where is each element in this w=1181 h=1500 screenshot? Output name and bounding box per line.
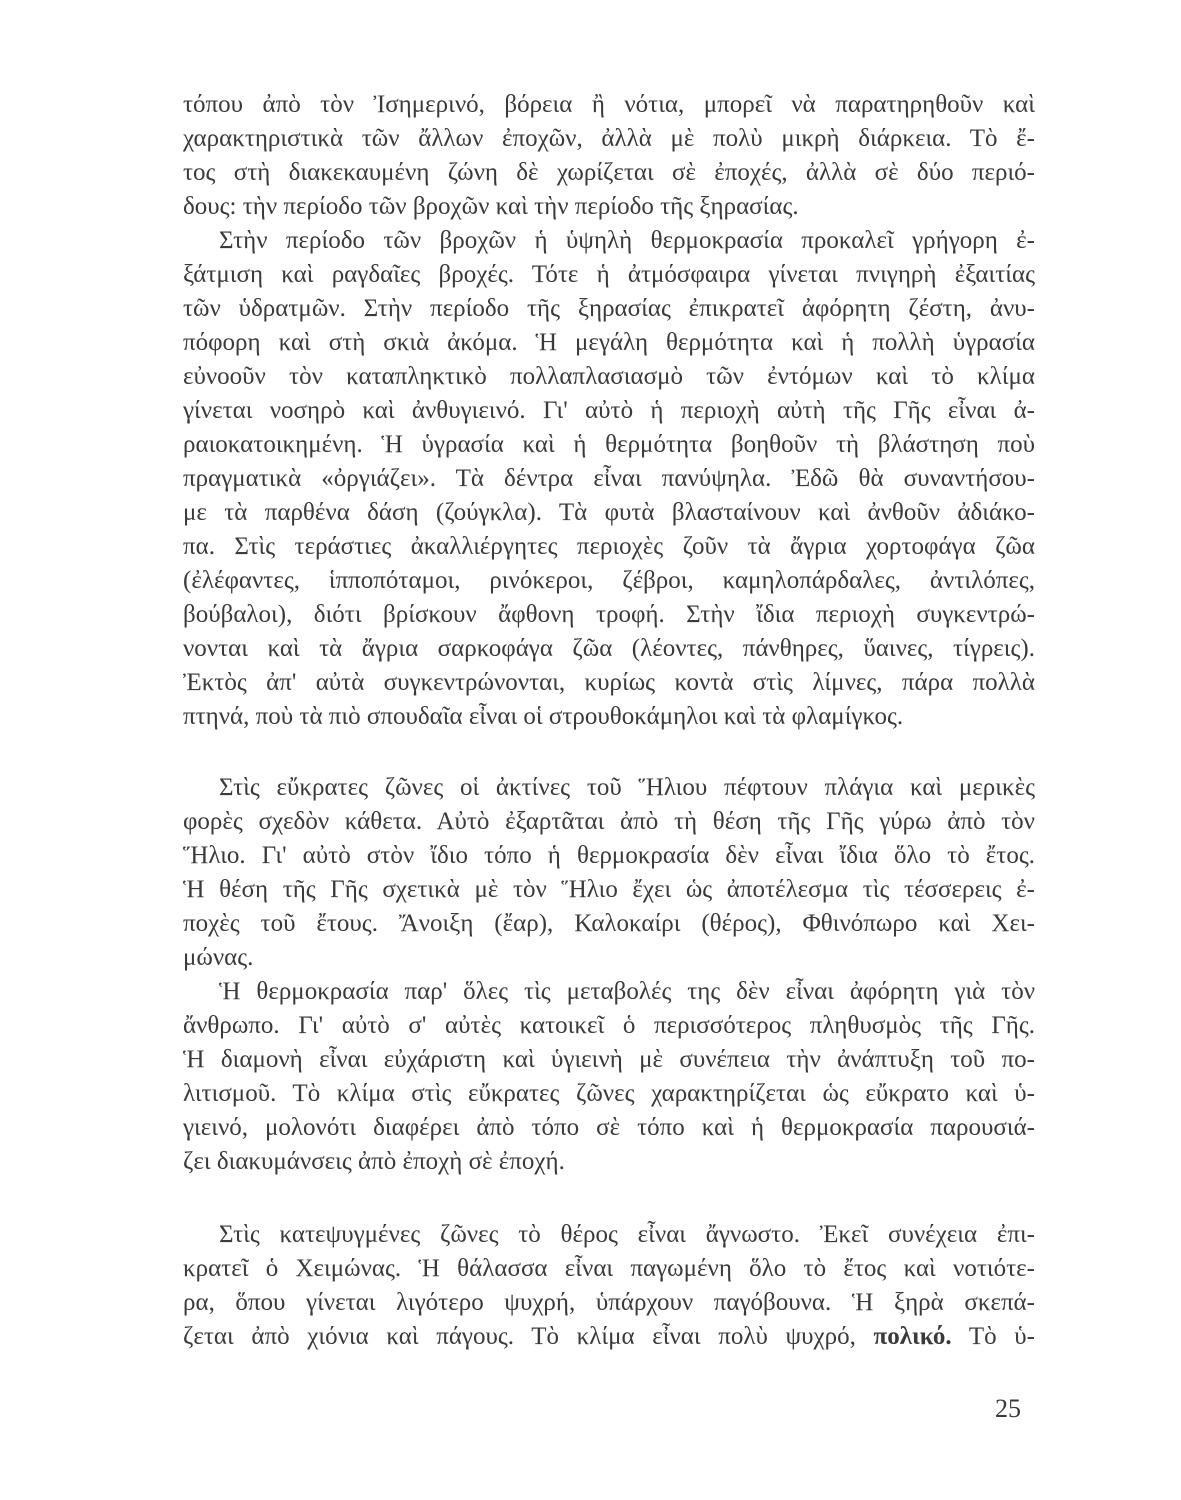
text-line: ζει διακυμάνσεις ἀπὸ ἐποχὴ σὲ ἐποχή.: [183, 1148, 565, 1175]
text-line: Ἥλιο. Γι' αὐτὸ στὸν ἴδιο τόπο ἡ θερμοκρασία δὲν εἶναι ἴδια ὅλο τὸ ἔτος.: [183, 842, 1035, 869]
text-line: Στὴν περίοδο τῶν βροχῶν ἡ ὑψηλὴ θερμοκρασία προκαλεῖ γρήγορη ἐ-: [219, 227, 1035, 254]
text-line: τῶν ὑδρατμῶν. Στὴν περίοδο τῆς ξηρασίας ἐπικρατεῖ ἀφόρητη ζέστη, ἀνυ-: [183, 295, 1035, 322]
text-line: χαρακτηριστικὰ τῶν ἄλλων ἐποχῶν, ἀλλὰ μὲ πολὺ μικρὴ διάρκεια. Τὸ ἔ-: [183, 125, 1035, 152]
text-line: κρατεῖ ὁ Χειμώνας. Ἡ θάλασσα εἶναι παγωμένη ὅλο τὸ ἔτος καὶ νοτιότε-: [183, 1255, 1035, 1282]
text-line: λιτισμοῦ. Τὸ κλίμα στὶς εὔκρατες ζῶνες χαρακτηρίζεται ὡς εὔκρατο καὶ ὑ-: [183, 1080, 1035, 1107]
text-line: Ἡ διαμονὴ εἶναι εὐχάριστη καὶ ὑγιεινὴ μὲ συνέπεια τὴν ἀνάπτυξη τοῦ πο-: [183, 1046, 1035, 1073]
text-line: Ἡ θερμοκρασία παρ' ὅλες τὶς μεταβολές της δὲν εἶναι ἀφόρητη γιὰ τὸν: [219, 978, 1035, 1005]
text-line: πραγματικὰ «ὀργιάζει». Τὰ δέντρα εἶναι πανύψηλα. Ἐδῶ θὰ συναντήσου-: [183, 465, 1035, 492]
bold-term: πολικό.: [873, 1323, 952, 1350]
text-line: (ἐλέφαντες, ἱπποπόταμοι, ρινόκεροι, ζέβροι, καμηλοπάρδαλες, ἀντιλόπες,: [183, 567, 1035, 594]
text-segment: ζεται ἀπὸ χιόνια καὶ πάγους. Τὸ κλίμα εἶναι πολὺ ψυχρό,: [183, 1323, 856, 1350]
text-line: τόπου ἀπὸ τὸν Ἰσημερινό, βόρεια ἢ νότια, μπορεῖ νὰ παρατηρηθοῦν καὶ: [183, 91, 1035, 118]
text-line: ρα, ὅπου γίνεται λιγότερο ψυχρή, ὑπάρχουν παγόβουνα. Ἡ ξηρὰ σκεπά-: [183, 1289, 1035, 1316]
text-line-mixed: [183, 1320, 1035, 1354]
paragraph-frigid-zones: [183, 1218, 1035, 1354]
text-line: γίνεται νοσηρὸ καὶ ἀνθυγιεινό. Γι' αὐτὸ ἡ περιοχὴ αὐτὴ τῆς Γῆς εἶναι ἀ-: [183, 397, 1035, 424]
text-line: νονται καὶ τὰ ἄγρια σαρκοφάγα ζῶα (λέοντες, πάνθηρες, ὕαινες, τίγρεις).: [183, 635, 1035, 662]
text-line: Στὶς κατεψυγμένες ζῶνες τὸ θέρος εἶναι ἄγνωστο. Ἐκεῖ συνέχεια ἐπι-: [219, 1221, 1035, 1248]
text-line: δους: τὴν περίοδο τῶν βροχῶν καὶ τὴν περίοδο τῆς ξηρασίας.: [183, 193, 799, 220]
text-line: μώνας.: [183, 944, 254, 971]
text-line: Στὶς εὔκρατες ζῶνες οἱ ἀκτίνες τοῦ Ἥλιου πέφτουν πλάγια καὶ μερικὲς: [219, 774, 1035, 801]
text-line: φορὲς σχεδὸν κάθετα. Αὐτὸ ἐξαρτᾶται ἀπὸ τὴ θέση τῆς Γῆς γύρω ἀπὸ τὸν: [183, 808, 1035, 835]
text-line: ποχὲς τοῦ ἔτους. Ἄνοιξη (ἔαρ), Καλοκαίρι (θέρος), Φθινόπωρο καὶ Χει-: [183, 910, 1035, 937]
page-number: 25: [995, 1394, 1021, 1423]
text-segment: Τὸ ὑ-: [968, 1323, 1035, 1350]
text-line: με τὰ παρθένα δάση (ζούγκλα). Τὰ φυτὰ βλασταίνουν καὶ ἀνθοῦν ἀδιάκο-: [183, 499, 1035, 526]
text-line: Ἐκτὸς ἀπ' αὐτὰ συγκεντρώνονται, κυρίως κοντὰ στὶς λίμνες, πάρα πολλὰ: [183, 669, 1035, 696]
text-line: ξάτμιση καὶ ραγδαῖες βροχές. Τότε ἡ ἀτμόσφαιρα γίνεται πνιγηρὴ ἐξαιτίας: [183, 261, 1035, 288]
text-line: εὐνοοῦν τὸν καταπληκτικὸ πολλαπλασιασμὸ τῶν ἐντόμων καὶ τὸ κλίμα: [183, 363, 1035, 390]
paragraph-temperate-zones: [183, 771, 1035, 1179]
paragraph-torrid-zone: [183, 88, 1035, 734]
text-line: ραιοκατοικημένη. Ἡ ὑγρασία καὶ ἡ θερμότητα βοηθοῦν τὴ βλάστηση ποὺ: [183, 431, 1035, 458]
text-line: πόφορη καὶ στὴ σκιὰ ἀκόμα. Ἡ μεγάλη θερμότητα καὶ ἡ πολλὴ ὑγρασία: [183, 329, 1035, 356]
text-line: γιεινό, μολονότι διαφέρει ἀπὸ τόπο σὲ τόπο καὶ ἡ θερμοκρασία παρουσιά-: [183, 1114, 1035, 1141]
text-line: τος στὴ διακεκαυμένη ζώνη δὲ χωρίζεται σὲ ἐποχές, ἀλλὰ σὲ δύο περιό-: [183, 159, 1035, 186]
text-line: βούβαλοι), διότι βρίσκουν ἄφθονη τροφή. Στὴν ἴδια περιοχὴ συγκεντρώ-: [183, 601, 1035, 628]
text-line: Ἡ θέση τῆς Γῆς σχετικὰ μὲ τὸν Ἥλιο ἔχει ὡς ἀποτέλεσμα τὶς τέσσερεις ἐ-: [183, 876, 1035, 903]
text-line: πα. Στὶς τεράστιες ἀκαλλιέργητες περιοχὲς ζοῦν τὰ ἄγρια χορτοφάγα ζῶα: [183, 533, 1035, 560]
text-line: πτηνά, ποὺ τὰ πιὸ σπουδαῖα εἶναι οἱ στρουθοκάμηλοι καὶ τὰ φλαμίγκος.: [183, 703, 904, 730]
text-line: ἄνθρωπο. Γι' αὐτὸ σ' αὐτὲς κατοικεῖ ὁ περισσότερος πληθυσμὸς τῆς Γῆς.: [183, 1012, 1035, 1039]
